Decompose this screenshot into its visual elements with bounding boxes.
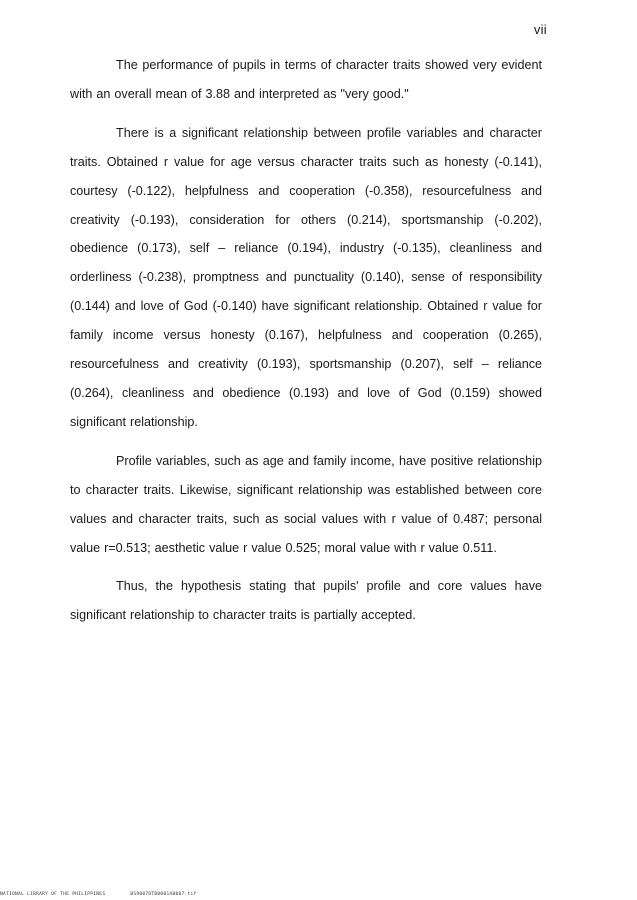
scan-footer [0,892,197,897]
paragraph-profile-relationship: There is a significant relationship between profile variables and character traits. Obtained r value for age versus character traits such as honesty (-0.141), courtesy (-0.122), helpfulness and cooperation (-0.358), resourcefulness and creativity (-0.193), consideration for others (0.214), sportsmanship (-0.202), obedience (0.173), self – reliance (0.194), industry (-0.135), cleanliness and orderliness (-0.238), promptness and punctuality (0.140), sense of responsibility (0.144) and love of God (-0.140) have significant relationship. Obtained r value for family income versus honesty (0.167), helpfulness and cooperation (0.265), resourcefulness and creativity (0.193), sportsmanship (0.207), self – reliance (0.264), cleanliness and obedience (0.193) and love of God (0.159) showed significant relationship. [70,125,542,429]
footer-library-name: NATIONAL LIBRARY OF THE PHILIPPINES [0,892,106,897]
page-number: vii [533,22,547,37]
paragraph-core-values-relationship: Profile variables, such as age and family income, have positive relationship to character traits. Likewise, significant relationship was established between core values and character traits, such as social values with r value of 0.487; personal value r=0.513; aesthetic value r value 0.525; moral value with r value 0.511. [70,453,542,555]
footer-file-code: BS9007DTB0001A0007.tif [130,892,197,897]
body-text [70,51,542,640]
paragraph-hypothesis-conclusion: Thus, the hypothesis stating that pupils' profile and core values have significant relationship to character traits is partially accepted. [70,579,542,623]
paragraph-overall-performance: The performance of pupils in terms of character traits showed very evident with an overall mean of 3.88 and interpreted as "very good." [70,58,542,101]
